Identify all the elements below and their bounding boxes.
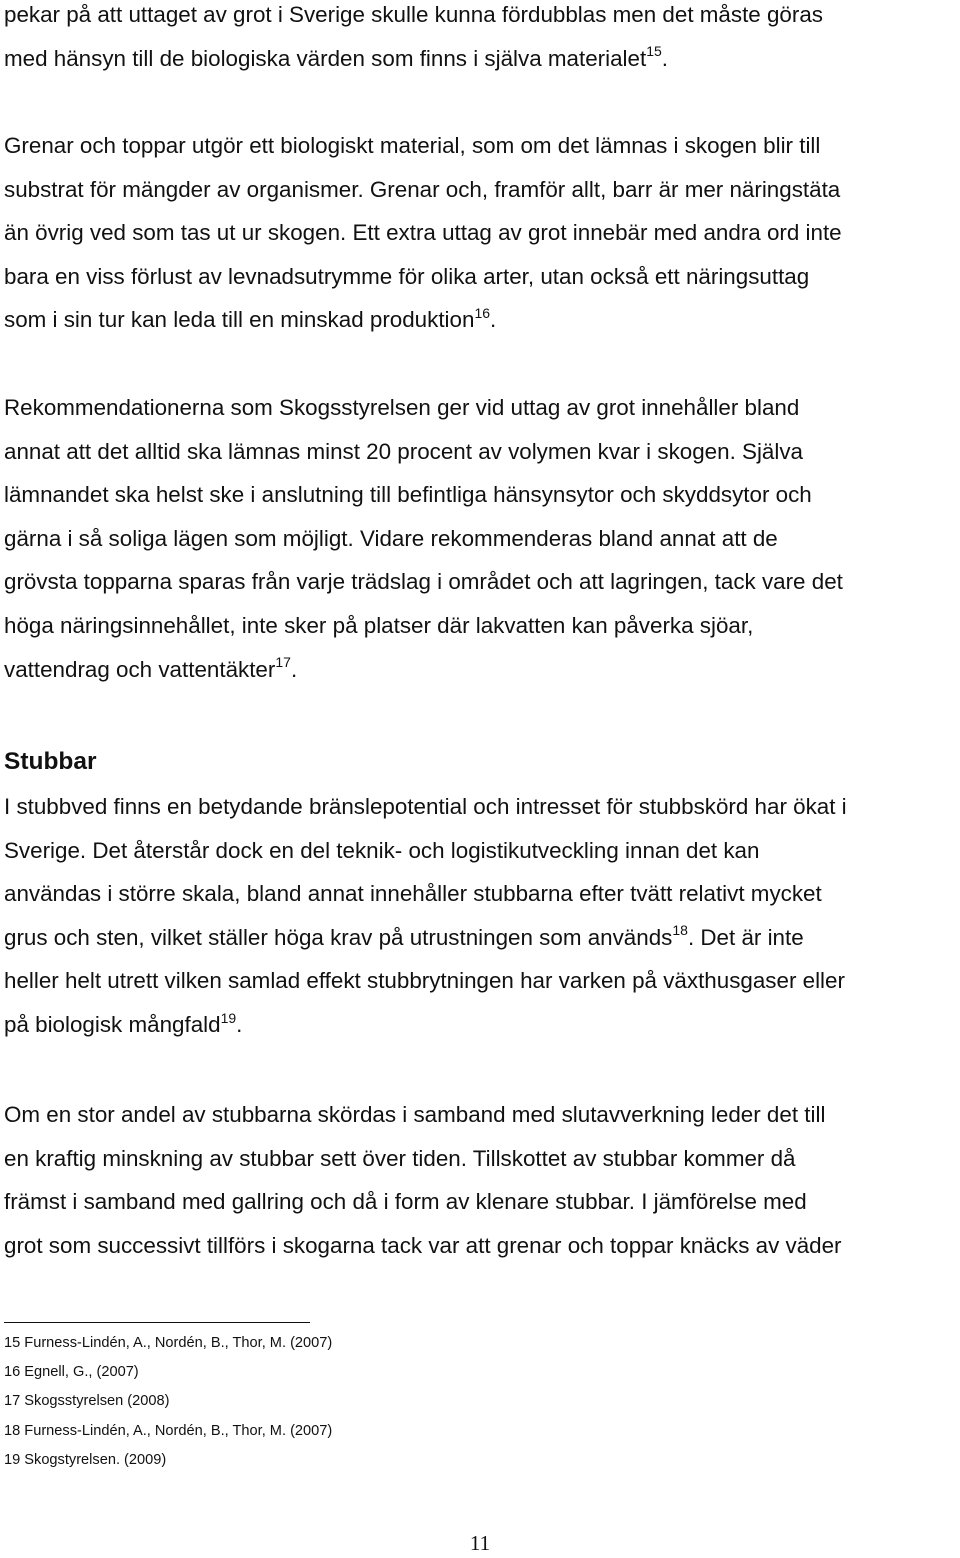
text-run: . <box>236 1011 243 1037</box>
paragraph-stubbved <box>4 785 847 1047</box>
text-line: grot som successivt tillförs i skogarna tack var att grenar och toppar knäcks av väder <box>4 1232 842 1258</box>
text-line <box>4 37 823 81</box>
text-run: på biologisk mångfald <box>4 1011 221 1037</box>
footnote-ref-15: 15 <box>646 43 662 60</box>
text-run: med hänsyn till de biologiska värden som finns i själva materialet <box>4 45 647 71</box>
page-number: 11 <box>469 1531 491 1555</box>
text-line: Sverige. Det återstår dock en del teknik- och logistikutveckling innan det kan <box>4 837 760 863</box>
footnote-ref-19: 19 <box>220 1009 237 1026</box>
paragraph-grot-intro <box>4 0 823 80</box>
text-line: höga näringsinnehållet, inte sker på platser där lakvatten kan påverka sjöar, <box>4 612 754 638</box>
text-line: bara en viss förlust av levnadsutrymme för olika arter, utan också ett näringsuttag <box>4 263 810 289</box>
text-line: substrat för mängder av organismer. Grenar och, framför allt, barr är mer näringstäta <box>4 176 841 202</box>
footnote-ref-16: 16 <box>474 304 491 321</box>
text-line: pekar på att uttaget av grot i Sverige skulle kunna fördubblas men det måste göras <box>4 2 823 27</box>
text-line: Grenar och toppar utgör ett biologiskt material, som om det lämnas i skogen blir till <box>4 133 821 158</box>
text-line: än övrig ved som tas ut ur skogen. Ett extra uttag av grot innebär med andra ord inte <box>4 220 842 246</box>
text-line: I stubbved finns en betydande bränslepotential och intresset för stubbskörd har ökat i <box>4 794 847 819</box>
paragraph-stubbskord <box>4 1093 842 1267</box>
text-line: främst i samband med gallring och då i form av klenare stubbar. I jämförelse med <box>4 1189 807 1215</box>
footnote-17: 17 Skogsstyrelsen (2008) <box>4 1393 170 1410</box>
text-line: lämnandet ska helst ske i anslutning till befintliga hänsynsytor och skyddsytor och <box>4 482 812 508</box>
text-line <box>4 916 847 960</box>
footnote-16: 16 Egnell, G., (2007) <box>4 1364 139 1381</box>
text-line: Rekommendationerna som Skogsstyrelsen ger vid uttag av grot innehåller bland <box>4 395 800 420</box>
text-line: heller helt utrett vilken samlad effekt stubbrytningen har varken på växthusgaser eller <box>4 968 845 994</box>
footnote-ref-17: 17 <box>275 654 291 671</box>
footnote-19: 19 Skogstyrelsen. (2009) <box>4 1451 167 1468</box>
text-run: grus och sten, vilket ställer höga krav på utrustningen som används <box>4 924 673 950</box>
text-run: vattendrag och vattentäkter <box>4 656 276 682</box>
text-line: Om en stor andel av stubbarna skördas i samband med slutavverkning leder det till <box>4 1102 826 1127</box>
footnote-ref-18: 18 <box>672 922 688 939</box>
text-line <box>4 298 842 342</box>
footnote-15: 15 Furness-Lindén, A., Nordén, B., Thor, M. (2007) <box>4 1335 333 1351</box>
text-line: användas i större skala, bland annat innehåller stubbarna efter tvätt relativt mycket <box>4 881 822 907</box>
text-run: . Det är inte <box>687 924 804 950</box>
footnote-18: 18 Furness-Lindén, A., Nordén, B., Thor, M. (2007) <box>4 1422 333 1439</box>
text-line: gärna i så soliga lägen som möjligt. Vidare rekommenderas bland annat att de <box>4 525 778 551</box>
text-line: grövsta topparna sparas från varje trädslag i området och att lagringen, tack vare det <box>4 569 843 595</box>
text-line <box>4 1003 847 1047</box>
paragraph-rekommendationer <box>4 386 843 691</box>
paragraph-grenar-toppar <box>4 124 842 342</box>
text-run: . <box>661 45 668 71</box>
footnote-list <box>4 1329 332 1475</box>
text-line: en kraftig minskning av stubbar sett över tiden. Tillskottet av stubbar kommer då <box>4 1145 796 1171</box>
text-run: som i sin tur kan leda till en minskad produktion <box>4 307 475 333</box>
footnote-separator <box>4 1322 310 1323</box>
text-run: . <box>490 307 497 333</box>
text-line <box>4 648 843 692</box>
text-line: annat att det alltid ska lämnas minst 20 procent av volymen kvar i skogen. Själva <box>4 438 804 464</box>
text-run: . <box>290 656 298 682</box>
section-heading-stubbar: Stubbar <box>4 748 97 775</box>
